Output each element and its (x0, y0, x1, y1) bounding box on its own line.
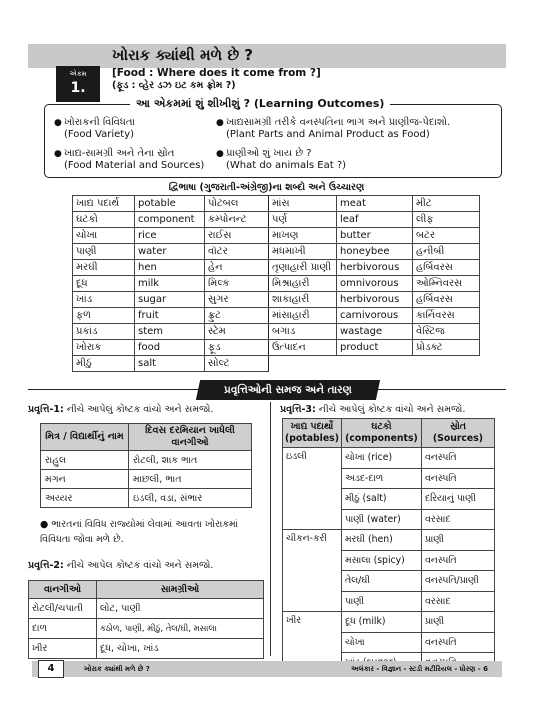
unit-number: 1. (70, 80, 86, 96)
glossary-cell: ફળ (73, 308, 135, 324)
glossary-cell: water (135, 244, 205, 260)
glossary-cell: શાકાહારી (269, 292, 337, 308)
table-row: ખીર દૂધ, ચોખા, ખાંડ (29, 639, 264, 659)
glossary-cell: સોલ્ટ (205, 356, 269, 372)
glossary-cell: કમ્પોનન્ટ (205, 212, 269, 228)
glossary-cell: component (135, 212, 205, 228)
table-header: સ્રોત (Sources) (421, 419, 494, 448)
source-cell: પ્રાણી (421, 612, 494, 633)
table-header: દિવસ દરમિયાન ખાધેલી વાનગીઓ (129, 424, 252, 451)
glossary-cell: butter (337, 228, 413, 244)
page-number: 4 (38, 660, 64, 678)
table-row: અય્યર ઇડલી, વડા, સંભાર (41, 489, 252, 508)
bullet-icon: ● (54, 149, 62, 159)
glossary-cell: sugar (135, 292, 205, 308)
glossary-row (73, 228, 480, 244)
glossary-cell: herbivorous (337, 292, 413, 308)
component-cell: પાણી (341, 591, 421, 612)
source-cell: વરસાદ (421, 591, 494, 612)
glossary-cell: રાઈસ (205, 228, 269, 244)
outcome-item: ● પ્રાણીઓ શું ખાય છે ? (What do animals Eat ?) (216, 148, 347, 171)
component-cell: ચોખા (rice) (341, 448, 421, 469)
glossary-cell: ખાંડ (73, 292, 135, 308)
unit-label: એકમ (69, 70, 87, 78)
outcome-item: ● ખાદ્ય-સામગ્રી અને તેના સ્રોત (Food Material and Sources) (54, 148, 205, 171)
source-cell: વનસ્પતિ (421, 448, 494, 469)
activity-3-title: પ્રવૃત્તિ-3: નીચે આપેલું કોષ્ટક વાંચો અને સમજો. (280, 404, 466, 415)
source-cell: વનસ્પતિ (421, 632, 494, 653)
glossary-cell: product (337, 340, 413, 356)
glossary-cell: મિલ્ક (205, 276, 269, 292)
glossary-row (73, 212, 480, 228)
glossary-cell: લીફ (413, 212, 480, 228)
activity-3-table (282, 418, 495, 674)
glossary-cell: કાર્નિવરસ (413, 308, 480, 324)
activity-2-table (28, 580, 264, 659)
outcome-item: ● ખાદ્યસામગ્રી તરીકે વનસ્પતિના ભાગ અને પ્રાણીજ-પેદાશો. (Plant Parts and Animal Product as Food) (216, 117, 451, 140)
glossary-cell: ખોરાક (73, 340, 135, 356)
glossary-cell: વેસ્ટિજ (413, 324, 480, 340)
glossary-cell (413, 356, 480, 372)
glossary-cell: honeybee (337, 244, 413, 260)
glossary-cell: ચોખા (73, 228, 135, 244)
table-row: દાળ કઠોળ, પાણી, મીઠું, તેલ/ઘી, મસાલા (29, 619, 264, 639)
glossary-cell: હર્બિવરસ (413, 292, 480, 308)
glossary-cell (269, 356, 337, 372)
glossary-cell: wastage (337, 324, 413, 340)
glossary-cell: માખણ (269, 228, 337, 244)
component-cell: દૂધ (milk) (341, 612, 421, 633)
glossary-cell: મધમાખી (269, 244, 337, 260)
glossary-cell: મરઘી (73, 260, 135, 276)
glossary-cell: salt (135, 356, 205, 372)
table-header: સામગ્રીઓ (97, 581, 264, 599)
bullet-icon: ● (216, 149, 224, 159)
bullet-icon: ● (54, 118, 62, 128)
footer-book: અલંકાર - વિજ્ઞાન - સ્ટડી મટીરિયલ - ધોરણ - 6 (351, 665, 488, 673)
glossary-cell: ઉત્પાદન (269, 340, 337, 356)
title-band (28, 44, 506, 68)
glossary-cell: ઘટકો (73, 212, 135, 228)
unit-title: ખોરાક ક્યાંથી મળે છે ? (112, 46, 253, 64)
glossary-cell: milk (135, 276, 205, 292)
food-item-cell: ચીકન-કરી (283, 530, 342, 612)
glossary-cell: potable (135, 196, 205, 212)
glossary-cell: carnivorous (337, 308, 413, 324)
glossary-cell: મીટ (413, 196, 480, 212)
table-header: વાનગીઓ (29, 581, 97, 599)
activity-2-title: પ્રવૃત્તિ-2: નીચે આપેલ કોષ્ટક વાંચો અને સમજો. (28, 560, 214, 571)
table-row (283, 612, 495, 633)
table-header: મિત્ર / વિદ્યાર્થીનું નામ (41, 424, 129, 451)
table-row: રાહુલ રોટલી, શાક ભાત (41, 451, 252, 470)
component-cell: ચોખા (341, 632, 421, 653)
component-cell: મીઠું (salt) (341, 489, 421, 510)
source-cell: વરસાદ (421, 509, 494, 530)
component-cell: મરઘી (hen) (341, 530, 421, 551)
glossary-cell: માંસાહારી (269, 308, 337, 324)
bullet-icon: ● (40, 519, 52, 530)
table-row (283, 448, 495, 469)
glossary-cell: હનીબી (413, 244, 480, 260)
column-divider (270, 402, 271, 656)
bullet-icon: ● (216, 118, 224, 128)
glossary-cell: વૉટર (205, 244, 269, 260)
table-header: ખાદ્ય પદાર્થો (potables) (283, 419, 342, 448)
glossary-cell: હર્બિવરસ (413, 260, 480, 276)
table-header: ઘટકો (components) (341, 419, 421, 448)
outcome-item: ● ખોરાકની વિવિધતા (Food Variety) (54, 117, 135, 140)
glossary-cell: માંસ (269, 196, 337, 212)
unit-badge (56, 66, 100, 102)
footer-chapter: ખોરાક ક્યાંથી મળે છે ? (84, 665, 150, 673)
glossary-cell: food (135, 340, 205, 356)
table-row: મગન માછલી, ભાત (41, 470, 252, 489)
food-item-cell: ઇડલી (283, 448, 342, 530)
glossary-cell: stem (135, 324, 205, 340)
glossary-cell: બગાડ (269, 324, 337, 340)
food-variety-note: ● ભારતનાં વિવિધ રાજ્યોમાં લેવામાં આવતા ખોરાકમાં વિવિધતા જોવા મળે છે. (40, 519, 239, 545)
glossary-cell: પ્રોડક્ટ (413, 340, 480, 356)
glossary-cell: તૃણાહારી પ્રાણી (269, 260, 337, 276)
glossary-cell: હેન (205, 260, 269, 276)
table-row (283, 530, 495, 551)
glossary-cell: પોટબલ (205, 196, 269, 212)
source-cell: પ્રાણી (421, 530, 494, 551)
glossary-cell: ઓમ્નિવરસ (413, 276, 480, 292)
glossary-row (73, 308, 480, 324)
glossary-cell: ફ્રુટ (205, 308, 269, 324)
glossary-row (73, 196, 480, 212)
component-cell: મસાલા (spicy) (341, 550, 421, 571)
glossary-row (73, 324, 480, 340)
component-cell: અડદ-દાળ (341, 468, 421, 489)
glossary-cell: herbivorous (337, 260, 413, 276)
glossary-cell: દૂધ (73, 276, 135, 292)
glossary-cell: omnivorous (337, 276, 413, 292)
food-item-cell: ખીર (283, 612, 342, 674)
glossary-cell: fruit (135, 308, 205, 324)
glossary-row (73, 292, 480, 308)
glossary-cell: પર્ણ (269, 212, 337, 228)
source-cell: વનસ્પતિ (421, 550, 494, 571)
activity-1-title: પ્રવૃત્તિ-1: નીચે આપેલું કોષ્ટક વાંચો અને સમજો. (28, 404, 214, 415)
glossary-cell (337, 356, 413, 372)
source-cell: વનસ્પતિ (421, 468, 494, 489)
glossary-row (73, 340, 480, 356)
component-cell: તેલ/ઘી (341, 571, 421, 592)
glossary-cell: ફૂડ (205, 340, 269, 356)
glossary-row (73, 244, 480, 260)
glossary-row (73, 260, 480, 276)
glossary-cell: બટર (413, 228, 480, 244)
glossary-cell: meat (337, 196, 413, 212)
source-cell: વનસ્પતિ/પ્રાણી (421, 571, 494, 592)
glossary-cell: leaf (337, 212, 413, 228)
glossary-cell: પાણી (73, 244, 135, 260)
unit-subtitle-gujarati: (ફૂડ : વ્હેર ડઝ ઇટ કમ ફ્રોમ ?) (112, 80, 236, 91)
glossary-cell: hen (135, 260, 205, 276)
unit-subtitle-english: [Food : Where does it come from ?] (112, 67, 321, 79)
section-heading: પ્રવૃત્તિઓની સમજ અને તારણ (196, 380, 380, 400)
page-footer (32, 661, 502, 677)
activity-1-table (40, 423, 252, 508)
glossary-cell: સુગર (205, 292, 269, 308)
glossary-cell: પ્રકાંડ (73, 324, 135, 340)
table-row: રોટલી/ચપાતી લોટ, પાણી (29, 599, 264, 619)
glossary-cell: rice (135, 228, 205, 244)
glossary-cell: ખાદ્ય પદાર્થ (73, 196, 135, 212)
learning-outcomes-title: આ એકમમાં શું શીખીશું ? (Learning Outcomes) (130, 97, 390, 111)
source-cell: દરિયાનું પાણી (421, 489, 494, 510)
glossary-cell: મિશ્રાહારી (269, 276, 337, 292)
glossary-cell: સ્ટેમ (205, 324, 269, 340)
glossary-row (73, 276, 480, 292)
glossary-table (72, 195, 480, 372)
glossary-title: દ્વિભાષા (ગુજરાતી-અંગ્રેજી)ના શબ્દો અને ઉચ્ચારણ (168, 182, 365, 193)
glossary-cell: મીઠું (73, 356, 135, 372)
component-cell: પાણી (water) (341, 509, 421, 530)
glossary-row (73, 356, 480, 372)
